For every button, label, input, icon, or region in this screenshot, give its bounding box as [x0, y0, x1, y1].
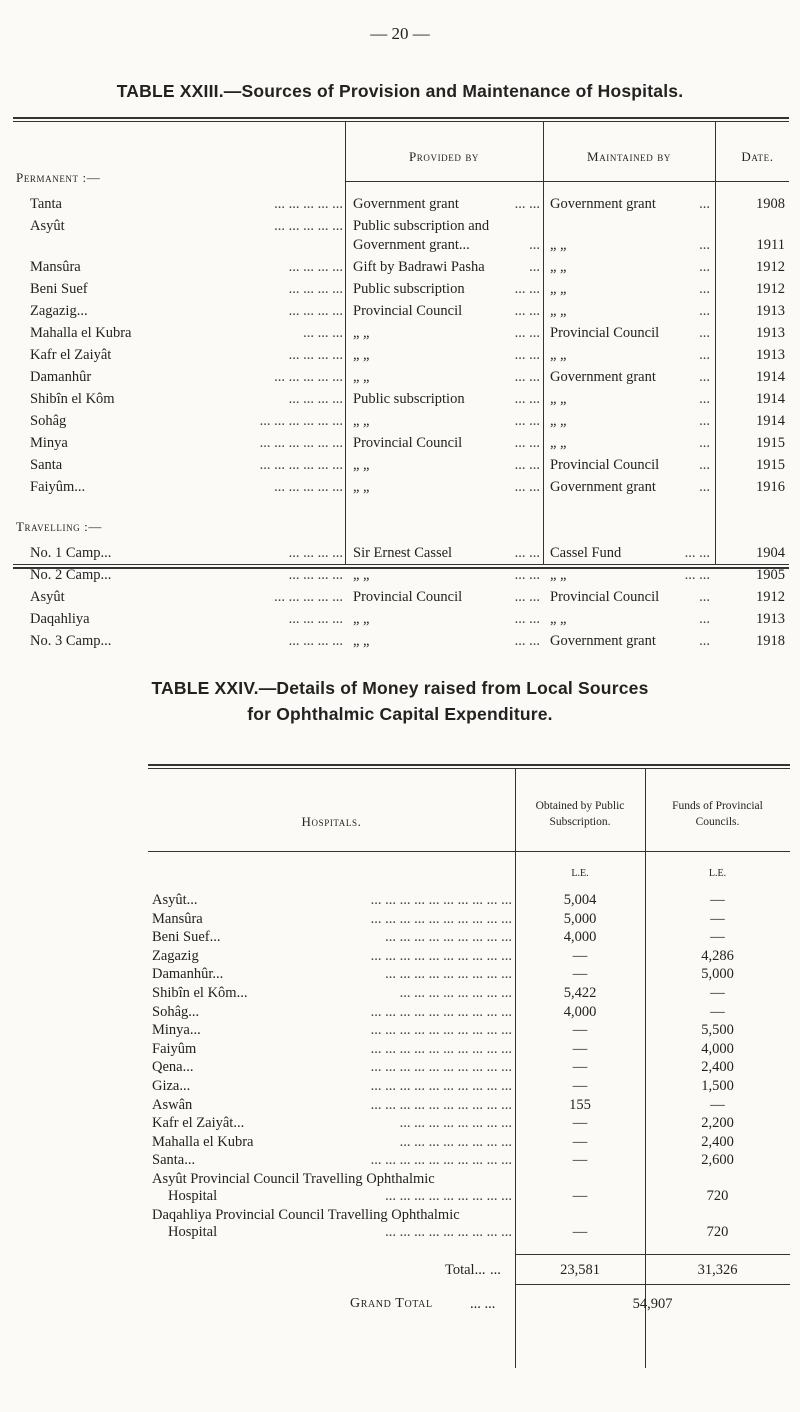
row-leader-dots: ... ... ... ... ... [274, 589, 343, 605]
row-provided-dots: ... [529, 259, 540, 275]
header-public-line2: Subscription. [549, 816, 611, 828]
row-provided-by: „ „ [353, 479, 370, 495]
row-hospital-name: Tanta [30, 196, 62, 212]
column-divider [715, 121, 716, 565]
row-maintained-dots: ... ... [684, 567, 710, 583]
header-underline [345, 181, 789, 182]
row-maintained-dots: ... [699, 237, 710, 253]
row-hospital-name: No. 2 Camp... [30, 567, 112, 583]
row-leader-dots: ... ... ... ... ... ... ... ... [399, 1133, 512, 1150]
row-date: 1911 [756, 237, 785, 253]
row-maintained-by: Provincial Council [550, 325, 660, 341]
row-provided-by: „ „ [353, 611, 370, 627]
row-leader-dots: ... ... ... ... ... ... ... ... ... [385, 929, 512, 946]
row-maintained-by: „ „ [550, 391, 567, 407]
row-public-subscription: — [572, 1188, 588, 1204]
row-date: 1905 [756, 567, 785, 583]
row-leader-dots: ... ... ... ... ... ... ... ... ... ... [370, 1078, 512, 1094]
row-date: 1913 [756, 303, 785, 319]
row-maintained-by: „ „ [550, 611, 567, 627]
unit-public: L.E. [571, 868, 589, 879]
row-maintained-dots: ... [699, 413, 710, 429]
row-hospital-name-cont: Hospital [168, 1188, 218, 1204]
row-provided-by: Sir Ernest Cassel [353, 545, 453, 561]
row-provided-by: „ „ [353, 369, 370, 385]
row-public-subscription: 5,000 [563, 910, 597, 927]
row-public-subscription: 4,000 [563, 929, 597, 946]
row-provincial-funds: — [710, 1096, 725, 1113]
row-date: 1914 [756, 391, 785, 407]
row-hospital-name: Sohâg... [152, 1003, 200, 1020]
row-provided-by: Public subscription and [353, 218, 490, 234]
row-maintained-dots: ... [699, 479, 710, 495]
row-hospital-name: Zagazig [152, 947, 199, 964]
row-leader-dots: ... ... ... ... ... [274, 479, 343, 495]
row-provincial-funds: 2,400 [701, 1133, 734, 1150]
total-public: 23,581 [560, 1262, 600, 1279]
column-divider [345, 121, 346, 565]
row-date: 1914 [756, 413, 785, 429]
row-hospital-name: Shibîn el Kôm... [152, 985, 248, 1001]
table-24-subtitle: for Ophthalmic Capital Expenditure. [247, 704, 553, 724]
row-hospital-name: Sohâg [30, 413, 67, 429]
row-leader-dots: ... ... ... ... ... ... ... ... ... [385, 1188, 512, 1204]
row-maintained-by: „ „ [550, 567, 567, 583]
row-leader-dots: ... ... ... ... ... ... ... ... ... ... [370, 1003, 512, 1020]
row-maintained-by: Government grant [550, 196, 656, 212]
row-leader-dots: ... ... ... ... ... [274, 218, 343, 234]
row-maintained-dots: ... [699, 369, 710, 385]
row-leader-dots: ... ... ... ... [288, 259, 343, 275]
row-date: 1913 [756, 325, 785, 341]
header-date: Date. [741, 149, 774, 164]
row-date: 1915 [756, 435, 785, 451]
row-provided-dots: ... ... [514, 479, 540, 495]
row-leader-dots: ... ... ... ... [288, 633, 343, 649]
row-provided-dots: ... ... [514, 589, 540, 605]
row-maintained-dots: ... [699, 196, 710, 212]
row-date: 1916 [756, 479, 785, 495]
grand-total-value: 54,907 [632, 1296, 673, 1313]
row-provided-dots: ... ... [514, 633, 540, 649]
grand-total-label: Grand Total [350, 1296, 433, 1312]
row-provincial-funds: 5,000 [701, 966, 734, 983]
row-provided-by: Government grant [353, 196, 459, 212]
page-number: — 20 — [370, 24, 430, 43]
row-public-subscription: — [572, 1040, 588, 1057]
row-public-subscription: 155 [569, 1096, 591, 1113]
row-hospital-name: Mansûra [30, 259, 81, 275]
row-leader-dots: ... ... ... ... ... ... ... ... ... [385, 966, 512, 983]
header-councils-line2: Councils. [695, 816, 740, 828]
row-leader-dots: ... ... ... ... ... ... ... ... ... ... [370, 1022, 512, 1039]
row-hospital-name: Asyût Provincial Council Travelling Ophthalmic [152, 1171, 435, 1187]
row-provincial-funds: — [710, 910, 725, 927]
row-provided-dots: ... ... [514, 545, 540, 561]
row-public-subscription: 4,000 [563, 1003, 597, 1020]
row-provincial-funds: — [710, 892, 725, 908]
table-top-rule [148, 764, 790, 766]
row-maintained-dots: ... [699, 457, 710, 473]
row-maintained-dots: ... [699, 325, 710, 341]
row-leader-dots: ... ... ... ... [288, 391, 343, 407]
row-hospital-name: Minya [30, 435, 68, 451]
row-provincial-funds: 720 [706, 1223, 729, 1240]
row-hospital-name: No. 1 Camp... [30, 545, 112, 561]
row-hospital-name: Faiyûm... [30, 479, 86, 495]
header-maintained-by: Maintained by [587, 149, 671, 164]
row-date: 1904 [756, 545, 785, 561]
row-date: 1915 [756, 457, 785, 473]
row-public-subscription: 5,004 [563, 892, 597, 908]
row-public-subscription: — [572, 1133, 588, 1150]
row-provincial-funds: 2,400 [701, 1059, 734, 1076]
row-hospital-name: Mahalla el Kubra [30, 325, 132, 341]
row-public-subscription: — [572, 1022, 588, 1039]
row-provided-by: „ „ [353, 325, 370, 341]
row-hospital-name: No. 3 Camp... [30, 633, 112, 649]
section-label: Travelling :— [16, 519, 102, 534]
row-maintained-by: Provincial Council [550, 589, 660, 605]
row-provided-dots: ... ... [514, 303, 540, 319]
row-provided-dots: ... ... [514, 391, 540, 407]
row-hospital-name: Beni Suef [30, 281, 88, 297]
row-public-subscription: — [572, 1152, 588, 1169]
row-leader-dots: ... ... ... ... ... ... ... ... ... ... [370, 892, 512, 908]
row-provincial-funds: 2,200 [701, 1115, 734, 1132]
row-leader-dots: ... ... ... ... [288, 545, 343, 561]
row-hospital-name: Shibîn el Kôm [30, 391, 115, 407]
row-public-subscription: — [572, 1223, 588, 1240]
column-divider [543, 121, 544, 565]
row-provided-dots: ... ... [514, 325, 540, 341]
row-provided-by: „ „ [353, 567, 370, 583]
row-public-subscription: — [572, 1078, 588, 1094]
row-hospital-name: Asyût [30, 218, 65, 234]
row-hospital-name-cont: Hospital [168, 1223, 218, 1240]
table-23-title: TABLE XXIII.—Sources of Provision and Maintenance of Hospitals. [116, 81, 684, 101]
row-hospital-name: Mahalla el Kubra [152, 1133, 254, 1150]
row-hospital-name: Qena... [152, 1059, 194, 1076]
row-leader-dots: ... ... ... ... [288, 303, 343, 319]
row-leader-dots: ... ... ... ... [288, 347, 343, 363]
row-public-subscription: — [572, 1115, 588, 1132]
header-underline [148, 851, 790, 852]
row-date: 1908 [756, 196, 785, 212]
row-hospital-name: Kafr el Zaiyât... [152, 1115, 245, 1132]
row-provided-by: „ „ [353, 413, 370, 429]
row-maintained-by: Government grant [550, 479, 656, 495]
row-date: 1912 [756, 259, 785, 275]
row-maintained-dots: ... [699, 303, 710, 319]
row-maintained-by: Government grant [550, 633, 656, 649]
row-leader-dots: ... ... ... [303, 325, 343, 341]
row-leader-dots: ... ... ... ... ... [274, 369, 343, 385]
row-leader-dots: ... ... ... ... [288, 567, 343, 583]
row-hospital-name: Faiyûm [152, 1040, 197, 1057]
grand-total-dots: ... ... [470, 1296, 496, 1313]
row-provincial-funds: 5,500 [701, 1022, 734, 1039]
row-provided-dots: ... ... [514, 611, 540, 627]
row-maintained-by: Government grant [550, 369, 656, 385]
row-provided-by-cont: Government grant... [353, 237, 470, 253]
row-provincial-funds: 4,286 [701, 947, 734, 964]
row-provided-by: „ „ [353, 633, 370, 649]
row-leader-dots: ... ... ... ... ... ... ... ... ... ... [370, 947, 512, 964]
row-date: 1914 [756, 369, 785, 385]
total-rule [515, 1254, 790, 1255]
row-provincial-funds: 4,000 [701, 1040, 734, 1057]
row-maintained-by: „ „ [550, 303, 567, 319]
row-leader-dots: ... ... ... ... [288, 611, 343, 627]
row-leader-dots: ... ... ... ... ... ... ... ... [399, 1115, 512, 1132]
row-provided-dots: ... ... [514, 435, 540, 451]
row-maintained-by: „ „ [550, 237, 567, 253]
row-provided-dots: ... ... [514, 567, 540, 583]
row-hospital-name: Santa [30, 457, 63, 473]
row-provided-dots: ... ... [514, 281, 540, 297]
row-leader-dots: ... ... ... ... ... ... [259, 457, 343, 473]
row-date: 1913 [756, 347, 785, 363]
row-provided-by: Provincial Council [353, 435, 463, 451]
row-provided-dots: ... ... [514, 413, 540, 429]
row-leader-dots: ... ... ... ... ... ... ... ... ... ... [370, 1096, 512, 1113]
row-maintained-by: Provincial Council [550, 457, 660, 473]
row-maintained-dots: ... [699, 611, 710, 627]
row-hospital-name: Damanhûr... [152, 966, 224, 983]
row-public-subscription: — [572, 966, 588, 983]
row-hospital-name: Asyût... [152, 892, 198, 908]
row-leader-dots: ... ... ... ... ... ... [259, 435, 343, 451]
row-maintained-dots: ... ... [684, 545, 710, 561]
row-provincial-funds: 1,500 [701, 1078, 734, 1094]
row-hospital-name: Giza... [152, 1078, 191, 1094]
row-maintained-dots: ... [699, 347, 710, 363]
row-provincial-funds: 720 [706, 1188, 729, 1204]
total-dots: ... [490, 1262, 501, 1279]
row-maintained-dots: ... [699, 391, 710, 407]
row-date: 1912 [756, 589, 785, 605]
row-hospital-name: Daqahliya Provincial Council Travelling Ophthalmic [152, 1206, 460, 1223]
row-provided-by: „ „ [353, 347, 370, 363]
header-public-line1: Obtained by Public [535, 800, 625, 812]
row-provided-by: Public subscription [353, 281, 465, 297]
header-councils-line1: Funds of Provincial [672, 800, 763, 812]
row-leader-dots: ... ... ... ... ... ... ... ... ... ... [370, 910, 512, 927]
row-provincial-funds: — [710, 985, 725, 1001]
row-hospital-name: Santa... [152, 1152, 196, 1169]
row-maintained-by: „ „ [550, 347, 567, 363]
row-date: 1913 [756, 611, 785, 627]
row-maintained-by: „ „ [550, 259, 567, 275]
row-leader-dots: ... ... ... ... [288, 281, 343, 297]
row-provided-dots: ... ... [514, 196, 540, 212]
row-provided-dots: ... ... [514, 369, 540, 385]
row-public-subscription: — [572, 1059, 588, 1076]
section-label: Permanent :— [16, 170, 101, 185]
row-leader-dots: ... ... ... ... ... ... ... ... [399, 985, 512, 1001]
row-provided-by: „ „ [353, 457, 370, 473]
row-hospital-name: Aswân [152, 1096, 193, 1113]
row-public-subscription: 5,422 [563, 985, 597, 1001]
row-provided-dots: ... [529, 237, 540, 253]
row-maintained-dots: ... [699, 259, 710, 275]
row-provided-dots: ... ... [514, 457, 540, 473]
row-maintained-dots: ... [699, 281, 710, 297]
row-date: 1918 [756, 633, 785, 649]
row-leader-dots: ... ... ... ... ... ... ... ... ... ... [370, 1152, 512, 1169]
table-top-rule-inner [13, 121, 789, 122]
row-maintained-by: „ „ [550, 435, 567, 451]
row-provided-by: Gift by Badrawi Pasha [353, 259, 485, 275]
row-provincial-funds: — [710, 1003, 725, 1020]
row-provided-by: Public subscription [353, 391, 465, 407]
row-hospital-name: Daqahliya [30, 611, 90, 627]
row-provincial-funds: — [710, 929, 725, 946]
grand-total-brace [515, 1284, 790, 1285]
total-label: Total... [445, 1262, 486, 1279]
row-provided-by: Provincial Council [353, 589, 463, 605]
table-bottom-rule [13, 564, 789, 565]
row-maintained-dots: ... [699, 633, 710, 649]
row-hospital-name: Minya... [152, 1022, 201, 1039]
row-date: 1912 [756, 281, 785, 297]
row-provincial-funds: 2,600 [701, 1152, 734, 1169]
header-hospitals: Hospitals. [301, 814, 362, 829]
row-hospital-name: Mansûra [152, 910, 203, 927]
row-leader-dots: ... ... ... ... ... ... ... ... ... ... [370, 1040, 512, 1057]
table-24-title: TABLE XXIV.—Details of Money raised from Local Sources [151, 678, 649, 698]
table-top-rule-inner [148, 768, 790, 769]
row-hospital-name: Zagazig... [30, 303, 88, 319]
row-maintained-dots: ... [699, 589, 710, 605]
row-hospital-name: Beni Suef... [152, 929, 221, 946]
row-hospital-name: Damanhûr [30, 369, 92, 385]
unit-councils: L.E. [708, 868, 727, 879]
row-provided-by: Provincial Council [353, 303, 463, 319]
row-leader-dots: ... ... ... ... ... [274, 196, 343, 212]
row-maintained-by: „ „ [550, 281, 567, 297]
row-leader-dots: ... ... ... ... ... ... ... ... ... [385, 1223, 512, 1240]
row-leader-dots: ... ... ... ... ... ... ... ... ... ... [370, 1059, 512, 1076]
row-public-subscription: — [572, 947, 588, 964]
table-top-rule [13, 117, 789, 119]
row-leader-dots: ... ... ... ... ... ... [259, 413, 343, 429]
total-councils: 31,326 [697, 1262, 738, 1279]
row-hospital-name: Asyût [30, 589, 65, 605]
row-maintained-dots: ... [699, 435, 710, 451]
header-provided-by: Provided by [408, 149, 480, 164]
row-hospital-name: Kafr el Zaiyât [30, 347, 112, 363]
row-maintained-by: „ „ [550, 413, 567, 429]
row-maintained-by: Cassel Fund [550, 545, 622, 561]
row-provided-dots: ... ... [514, 347, 540, 363]
